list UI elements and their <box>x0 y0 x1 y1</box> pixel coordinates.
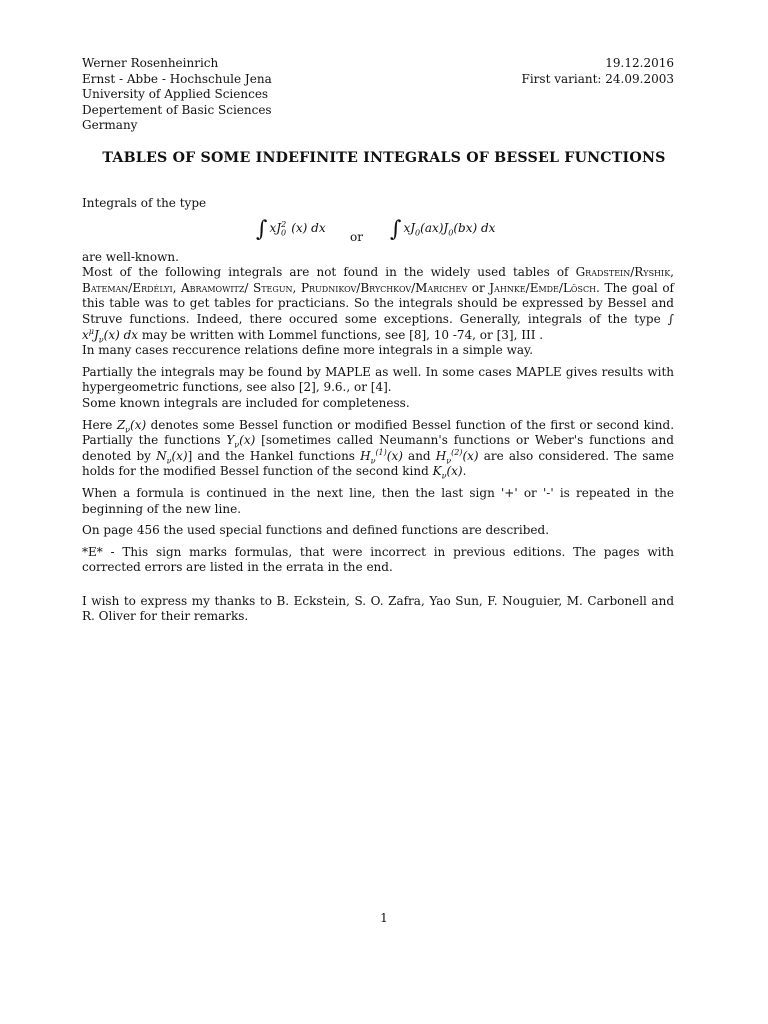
paragraph-errata: *E* - This sign marks formulas, that were incorrect in previous editions. The pages with corrected errors are listed in the errata in the end. <box>82 544 674 575</box>
equation-or: or <box>350 229 363 244</box>
paragraph-functions: Here $Z_\nu(x)$ denotes some Bessel function or modified Bessel function of the first or second kind. Partially the functions $Y_\nu(x)$ [sometimes called Neumann's functions or Weber's functions and denoted by $N_\nu(x)$] and the Hankel functions $H_\nu^{(1)}(x)$ and $H_\nu^{(2)}(x)$ are also considered. The same holds for the modified Bessel function of the second kind $K_\nu(x)$. <box>82 417 675 481</box>
paragraph-thanks: I wish to express my thanks to B. Eckstein, S. O. Zafra, Yao Sun, F. Nouguier, M. Carbonell and R. Oliver for their remarks. <box>82 593 674 624</box>
department-name: Depertement of Basic Sciences <box>82 102 272 117</box>
country-name: Germany <box>82 118 138 133</box>
equation-1: ∫ $xJ_0^2$ (x) dx <box>256 216 326 242</box>
paragraph-recurrence: In many cases reccurence relations define more integrals in a simple way. <box>82 343 534 358</box>
date-block <box>522 56 674 87</box>
paragraph-continued: When a formula is continued in the next line, then the last sign '+' or '-' is repeated in the beginning of the new line. <box>82 485 674 516</box>
institution-name: Ernst - Abbe - Hochschule Jena <box>82 71 272 86</box>
paragraph-goal: The goal of this table was to get tables for practicians. So the integrals should be expressed by Bessel and Struve functions. Indeed, there occured some exceptions. Generally, integrals of the type <box>82 280 674 326</box>
source-jahnke: Jahnke/Emde/Lösch <box>489 280 597 295</box>
source-gradstein: Gradstein/Ryshik <box>575 265 671 280</box>
document-body <box>82 196 674 625</box>
intro-equations <box>82 212 674 250</box>
source-abramowitz: Abramowitz/ Stegun <box>181 280 293 295</box>
paragraph-sources: Most of the following integrals are not found in the widely used tables of Gradstein/Ryshik, Bateman/Erdélyi, Abramowitz/ Stegun, Prudnikov/Brychkov/Marichev or Jahnke/Emde/Lösch. The goal of this table was to get tables for practicians. So the integrals should be expressed by Bessel and Struve functions. Indeed, there occured some exceptions. Generally, integrals of the type ∫ $x^\mu J_\nu(x)$ dx may be written with Lommel functions, see [8], 10 -74, or [3], III . <box>82 265 674 344</box>
university-name: University of Applied Sciences <box>82 87 269 102</box>
page-number: 1 <box>380 911 388 925</box>
source-bateman: Bateman/Erdélyi <box>82 280 173 295</box>
paragraph-known: Some known integrals are included for completeness. <box>82 395 410 410</box>
author-name: Werner Rosenheinrich <box>82 56 219 70</box>
equation-2: ∫ $xJ_0(ax)J_0(bx)$ dx <box>390 216 496 242</box>
revision-date: 19.12.2016 <box>605 56 674 70</box>
author-address-block <box>82 56 272 134</box>
paragraph-page: On page 456 the used special functions and defined functions are described. <box>82 523 550 538</box>
source-prudnikov: Prudnikov/Brychkov/Marichev <box>300 280 468 295</box>
first-variant-date: First variant: 24.09.2003 <box>521 71 674 86</box>
paragraph-maple: Partially the integrals may be found by MAPLE as well. In some cases MAPLE gives results with hypergeometric functions, see also [2], 9.6., or [4]. <box>82 364 674 395</box>
lommel-integral: ∫ $x^\mu J_\nu(x)$ dx <box>82 311 674 344</box>
document-title: TABLES OF SOME INDEFINITE INTEGRALS OF BESSEL FUNCTIONS <box>102 150 666 166</box>
intro-lead: Integrals of the type <box>82 196 207 210</box>
intro-tail: are well-known. <box>82 249 179 264</box>
